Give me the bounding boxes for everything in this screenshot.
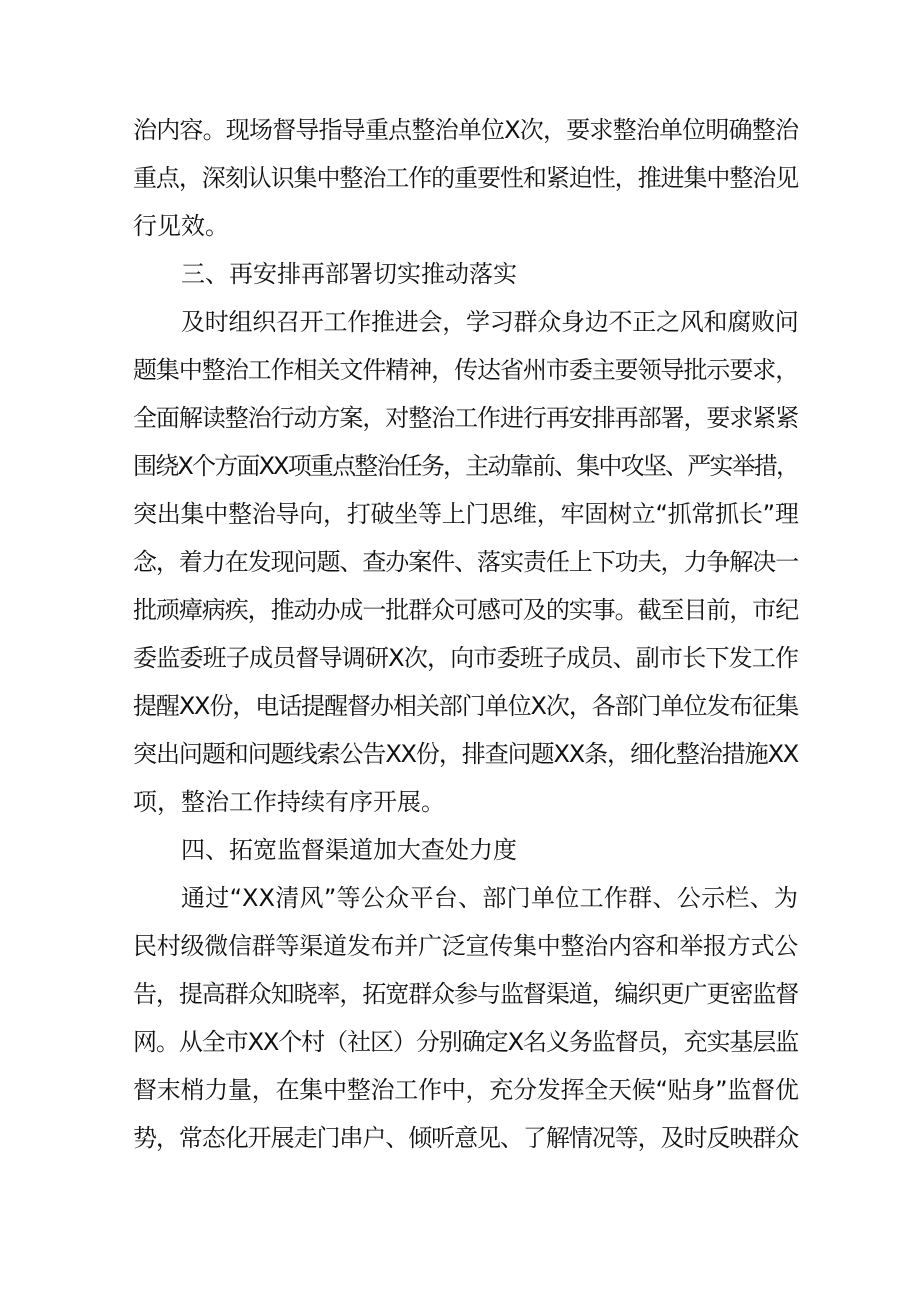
text-line: 民村级微信群等渠道发布并广泛宣传集中整治内容和举报方式公 (133, 932, 798, 960)
text-line: 全面解读整治行动方案，对整治工作进行再安排再部署，要求紧紧 (133, 404, 798, 432)
text-line: 督末梢力量，在集中整治工作中，充分发挥全天候“贴身”监督优 (133, 1076, 799, 1104)
section-heading: 三、再安排再部署切实推动落实 (181, 260, 517, 288)
text-line: 提醒XX份，电话提醒督办相关部门单位X次，各部门单位发布征集 (133, 692, 798, 720)
text-line: 念，着力在发现问题、查办案件、落实责任上下功夫，力争解决一 (133, 548, 798, 576)
section-heading: 四、拓宽监督渠道加大查处力度 (181, 836, 517, 864)
text-line: 行见效。 (133, 212, 229, 240)
text-line: 通过“XX清风”等公众平台、部门单位工作群、公示栏、为 (181, 884, 798, 912)
text-line: 网。从全市XX个村（社区）分别确定X名义务监督员，充实基层监 (133, 1028, 798, 1056)
text-line: 势，常态化开展走门串户、倾听意见、了解情况等，及时反映群众 (133, 1124, 798, 1152)
text-line: 题集中整治工作相关文件精神，传达省州市委主要领导批示要求， (133, 356, 798, 384)
text-line: 项，整治工作持续有序开展。 (133, 788, 445, 816)
text-line: 围绕X个方面XX项重点整治任务，主动靠前、集中攻坚、严实举措， (133, 452, 798, 480)
text-line: 突出集中整治导向，打破坐等上门思维，牢固树立“抓常抓长”理 (133, 500, 799, 528)
text-line: 重点，深刻认识集中整治工作的重要性和紧迫性，推进集中整治见 (133, 164, 798, 192)
text-line: 突出问题和问题线索公告XX份，排查问题XX条，细化整治措施XX (133, 740, 798, 768)
text-line: 及时组织召开工作推进会，学习群众身边不正之风和腐败问 (181, 308, 799, 336)
text-line: 委监委班子成员督导调研X次，向市委班子成员、副市长下发工作 (133, 644, 798, 672)
text-line: 治内容。现场督导指导重点整治单位X次，要求整治单位明确整治 (133, 116, 798, 144)
text-line: 批顽瘴病疾，推动办成一批群众可感可及的实事。截至目前，市纪 (133, 596, 798, 624)
text-line: 告，提高群众知晓率，拓宽群众参与监督渠道，编织更广更密监督 (133, 980, 798, 1008)
